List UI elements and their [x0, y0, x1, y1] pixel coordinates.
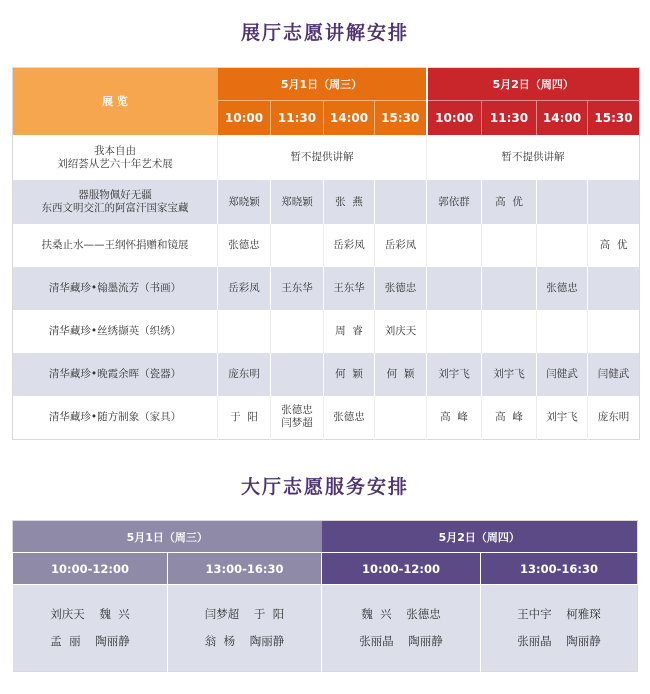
time-header: 10:00	[427, 101, 482, 136]
guide-cell	[271, 267, 324, 310]
guide-name: 王东华	[333, 282, 365, 294]
guide-cell	[588, 180, 640, 224]
guide-cell	[427, 180, 482, 224]
volunteer-line: 翁 杨 陶丽静	[204, 634, 285, 648]
exhibition-row	[13, 180, 640, 224]
exhibition-name	[13, 396, 218, 439]
volunteer-line: 闫梦超 于 阳	[204, 607, 285, 621]
exhibition-name	[13, 267, 218, 310]
hall-slot-time: 13:00-16:30	[168, 553, 322, 585]
guide-name: 闫健武	[597, 368, 630, 380]
guide-cell	[427, 353, 482, 396]
guide-name: 高 峰	[495, 410, 523, 423]
guide-name: 张德忠	[546, 282, 578, 294]
guide-cell	[482, 310, 537, 353]
guide-cell	[271, 310, 324, 353]
guide-name: 张德忠	[384, 282, 417, 294]
guide-name: 周 睿	[335, 325, 363, 337]
hall-volunteers	[168, 585, 322, 672]
time-header: 11:30	[482, 101, 537, 136]
guide-name: 于 阳	[230, 410, 258, 423]
day2-header: 5月2日（周四）	[427, 68, 640, 101]
hall-slot-time: 10:00-12:00	[13, 553, 168, 585]
guide-cell	[482, 396, 537, 439]
day1-header: 5月1日（周三）	[218, 68, 427, 101]
volunteer-line: 魏 兴 张德忠	[361, 607, 441, 621]
exhibition-name	[13, 135, 218, 180]
exhibition-header: 展 览	[13, 68, 218, 136]
hall-volunteers	[13, 585, 168, 672]
guide-name: 闫梦超	[281, 417, 313, 430]
guide-cell	[482, 267, 537, 310]
guide-cell	[375, 310, 427, 353]
exhibition-row	[13, 224, 640, 267]
guide-cell	[218, 396, 271, 439]
guide-cell	[324, 396, 375, 439]
guide-name: 高 优	[599, 239, 628, 251]
hall-slot-time: 13:00-16:30	[481, 553, 638, 585]
exhibition-name-line: 清华藏珍•丝绣撷英（织绣）	[48, 325, 182, 337]
exhibition-name-line: 东西文明交汇的阿富汗国家宝藏	[41, 202, 189, 214]
hall-slot-time: 10:00-12:00	[322, 553, 481, 585]
guide-cell	[427, 267, 482, 310]
volunteer-line: 孟 丽 陶丽静	[50, 634, 130, 648]
guide-name: 张德忠	[333, 410, 365, 423]
no-guide-notice: 暂不提供讲解	[218, 135, 427, 180]
guide-name: 刘庆天	[384, 325, 417, 337]
guide-cell	[375, 396, 427, 439]
time-header: 15:30	[588, 101, 640, 136]
guide-schedule-table	[12, 67, 640, 440]
time-header: 14:00	[537, 101, 588, 136]
exhibition-name	[13, 180, 218, 224]
hall-day1-header: 5月1日（周三）	[13, 521, 322, 553]
exhibition-name-line: 刘绍荟从艺六十年艺术展	[57, 157, 173, 170]
guide-cell	[324, 180, 375, 224]
exhibition-row	[13, 396, 640, 439]
section2-title: 大厅志愿服务安排	[240, 476, 409, 498]
guide-cell	[482, 353, 537, 396]
time-header: 14:00	[324, 101, 375, 136]
guide-name: 郑晓颖	[228, 195, 260, 208]
guide-cell	[482, 224, 537, 267]
guide-cell	[537, 396, 588, 439]
guide-name: 高 优	[495, 195, 523, 208]
guide-name: 庞东明	[597, 410, 630, 423]
guide-name: 刘宇飞	[493, 368, 525, 380]
guide-cell	[218, 224, 271, 267]
guide-cell	[218, 310, 271, 353]
exhibition-name	[13, 224, 218, 267]
guide-cell	[537, 267, 588, 310]
guide-name: 何 颖	[335, 368, 363, 380]
guide-name: 刘宇飞	[438, 368, 470, 380]
guide-cell	[324, 310, 375, 353]
guide-name: 张德忠	[281, 404, 313, 417]
guide-name: 郭依群	[438, 195, 470, 208]
guide-name: 张德忠	[228, 239, 260, 251]
guide-cell	[537, 224, 588, 267]
hall-day2-header: 5月2日（周四）	[322, 521, 638, 553]
exhibition-name-line: 我本自由	[94, 144, 136, 157]
guide-cell	[218, 180, 271, 224]
guide-name: 岳彩凤	[228, 282, 260, 294]
section1-title: 展厅志愿讲解安排	[240, 22, 409, 44]
guide-name: 庞东明	[228, 368, 260, 380]
exhibition-row	[13, 135, 640, 180]
guide-cell	[375, 267, 427, 310]
guide-cell	[537, 310, 588, 353]
guide-cell	[427, 310, 482, 353]
exhibition-name-line: 清华藏珍•随方制象（家具）	[48, 410, 182, 423]
guide-name: 张 燕	[335, 195, 363, 208]
volunteer-line: 王中宇 柯雅琛	[517, 607, 601, 621]
guide-cell	[588, 310, 640, 353]
volunteer-line: 张丽晶 陶丽静	[517, 634, 601, 648]
guide-cell	[324, 224, 375, 267]
exhibition-row	[13, 267, 640, 310]
hall-service-table	[12, 520, 638, 672]
volunteer-line: 刘庆天 魏 兴	[50, 607, 130, 621]
exhibition-name-line: 扶桑止水——王纲怀捐赠和镜展	[41, 239, 189, 251]
exhibition-row	[13, 310, 640, 353]
guide-cell	[375, 180, 427, 224]
guide-cell	[218, 353, 271, 396]
guide-cell	[375, 224, 427, 267]
guide-name: 郑晓颖	[281, 195, 313, 208]
guide-name: 岳彩凤	[384, 239, 417, 251]
guide-cell	[375, 353, 427, 396]
guide-cell	[482, 180, 537, 224]
time-header: 10:00	[218, 101, 271, 136]
guide-name: 闫健武	[546, 368, 578, 380]
exhibition-name-line: 清华藏珍•晚霞余晖（瓷器）	[48, 368, 182, 380]
guide-name: 岳彩凤	[333, 239, 365, 251]
guide-cell	[271, 180, 324, 224]
guide-cell	[588, 267, 640, 310]
guide-cell	[588, 353, 640, 396]
guide-cell	[218, 267, 271, 310]
guide-cell	[271, 396, 324, 439]
time-header: 15:30	[375, 101, 427, 136]
guide-name: 王东华	[281, 282, 313, 294]
guide-cell	[271, 224, 324, 267]
guide-cell	[537, 180, 588, 224]
guide-name: 何 颖	[386, 368, 415, 380]
guide-cell	[324, 267, 375, 310]
guide-cell	[324, 353, 375, 396]
exhibition-name-line: 器服物佩好无疆	[78, 189, 152, 201]
guide-cell	[537, 353, 588, 396]
guide-cell	[271, 353, 324, 396]
exhibition-row	[13, 353, 640, 396]
volunteer-line: 张丽晶 陶丽静	[359, 634, 443, 648]
hall-volunteers	[481, 585, 638, 672]
guide-cell	[588, 224, 640, 267]
guide-cell	[588, 396, 640, 439]
guide-cell	[427, 224, 482, 267]
time-header: 11:30	[271, 101, 324, 136]
guide-cell	[427, 396, 482, 439]
no-guide-notice: 暂不提供讲解	[427, 135, 640, 180]
guide-name: 高 峰	[440, 410, 468, 423]
guide-name: 刘宇飞	[546, 410, 578, 423]
exhibition-name	[13, 353, 218, 396]
exhibition-name	[13, 310, 218, 353]
exhibition-name-line: 清华藏珍•翰墨流芳（书画）	[48, 282, 182, 294]
hall-volunteers	[322, 585, 481, 672]
